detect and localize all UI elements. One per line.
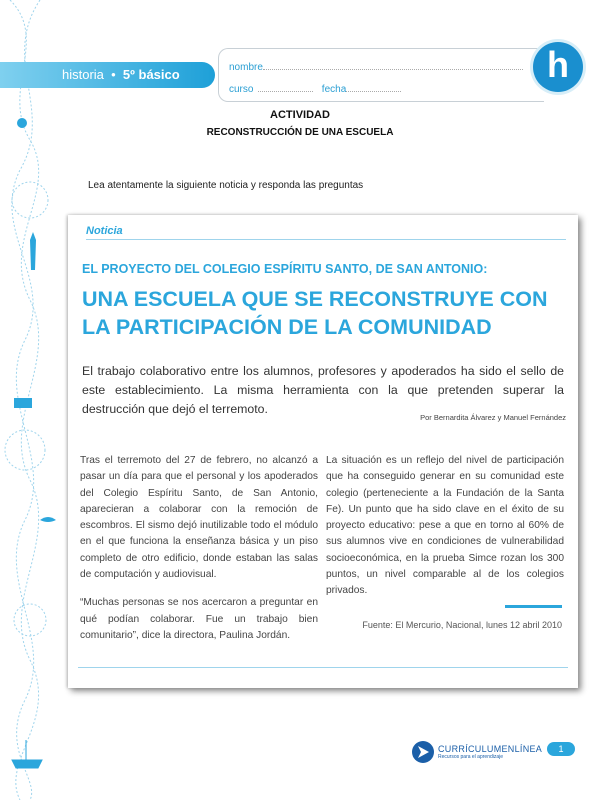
fecha-label: fecha	[321, 84, 347, 95]
paragraph: Tras el terremoto del 27 de febrero, no alcanzó a pasar un día para que el personal y los apoderados del Colegio Espíritu Santo, de San Antonio, aparecieran a colaborar con la remoción de escombros. El sismo dejó inutilizable todo el módulo en el que funciona la enseñanza básica y un piso completo de otro edificio, donde estaban las salas de computación y audiovisual.	[80, 455, 318, 581]
article-subtitle: EL PROYECTO DEL COLEGIO ESPÍRITU SANTO, DE SAN ANTONIO:	[82, 262, 488, 276]
source-accent-bar	[505, 605, 562, 608]
article-headline: UNA ESCUELA QUE SE RECONSTRUYE CON LA PARTICIPACIÓN DE LA COMUNIDAD	[82, 287, 548, 339]
brand-tagline: Recursos para el aprendizaje	[438, 754, 504, 760]
paragraph: La situación es un reflejo del nivel de participación que ha conseguido generar en su comunidad este colegio (perteneciente a la Fundación de la Santa Fe). Un punto que ha sido clave en el éxito de su proyecto educativo: pese a que en torno al 60% de sus alumnos vive en condiciones de vulnerabilidad socioeconómica, en la prueba Simce rozan los 300 puntos, un nivel comparable al de los colegios privados.	[326, 455, 564, 597]
nombre-field[interactable]	[263, 69, 523, 70]
news-card	[68, 215, 578, 688]
article-author: Por Bernardita Álvarez y Manuel Fernández	[420, 413, 566, 422]
grade-label: 5º básico	[122, 67, 180, 82]
activity-name: RECONSTRUCCIÓN DE UNA ESCUELA	[206, 127, 394, 138]
bird-icon	[40, 517, 56, 522]
article-column-right	[326, 453, 564, 612]
section-label: Noticia	[86, 225, 123, 237]
curso-label: curso	[229, 84, 254, 95]
page-number: 1	[547, 742, 575, 756]
student-info-form	[218, 48, 544, 102]
divider	[86, 239, 566, 240]
instruction-text: Lea atentamente la siguiente noticia y responda las preguntas	[88, 180, 364, 191]
divider	[78, 667, 568, 668]
statue-icon	[30, 232, 36, 270]
curso-field[interactable]	[258, 91, 313, 92]
paragraph: “Muchas personas se nos acercaron a preguntar en qué podían colaborar. Fue un trabajo bien comunitario”, dice la directora, Paulina Jordán.	[80, 597, 318, 641]
article-lead: El trabajo colaborativo entre los alumnos, profesores y apoderados ha sido el sello de este establecimiento. La misma herramienta con la que pretenden superar la destrucción que dejó el terremoto.	[82, 364, 564, 416]
nombre-label: nombre	[229, 62, 263, 73]
crown-icon	[14, 398, 32, 408]
article-source: Fuente: El Mercurio, Nacional, lunes 12 abril 2010	[362, 620, 562, 630]
subject-label: historia	[62, 67, 104, 82]
arrow-logo-icon	[412, 741, 434, 763]
historia-logo: h	[533, 42, 583, 92]
brand-name: CURRÍCULUMENLÍNEA	[438, 744, 543, 754]
activity-title: ACTIVIDAD	[270, 109, 330, 121]
fecha-field[interactable]	[346, 91, 401, 92]
curriculum-logo	[412, 741, 542, 763]
article-column-left	[80, 453, 318, 656]
ship-icon	[12, 740, 42, 768]
subject-band: historia • 5º básico	[0, 62, 215, 88]
